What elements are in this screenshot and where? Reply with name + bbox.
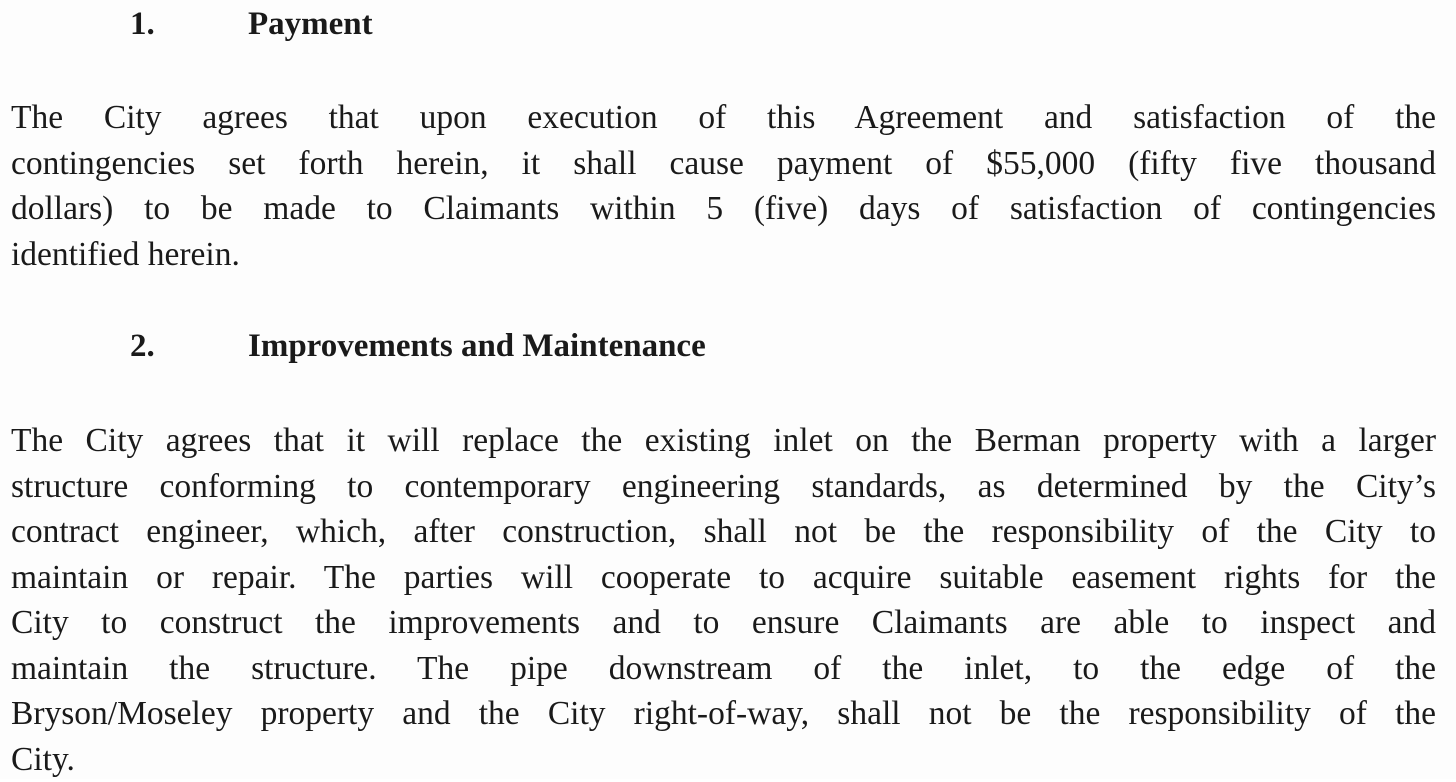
section-paragraph-payment [11,95,1436,277]
paragraph-line: maintain the structure. The pipe downstream of the inlet, to the edge of the [11,646,1436,692]
paragraph-line: Bryson/Moseley property and the City right-of-way, shall not be the responsibility of the [11,691,1436,737]
section-heading-payment [130,4,730,44]
section-number: 1. [130,4,155,44]
paragraph-line: The City agrees that it will replace the existing inlet on the Berman property with a larger [11,418,1436,464]
paragraph-line: identified herein. [11,232,1436,278]
section-title: Payment [248,4,373,44]
paragraph-line: maintain or repair. The parties will cooperate to acquire suitable easement rights for the [11,555,1436,601]
paragraph-line: structure conforming to contemporary engineering standards, as determined by the City’s [11,464,1436,510]
section-paragraph-improvements [11,418,1436,782]
paragraph-line: City to construct the improvements and to ensure Claimants are able to inspect and [11,600,1436,646]
paragraph-line: contract engineer, which, after construction, shall not be the responsibility of the City to [11,509,1436,555]
paragraph-line: dollars) to be made to Claimants within 5 (five) days of satisfaction of contingencies [11,186,1436,232]
paragraph-line: The City agrees that upon execution of this Agreement and satisfaction of the [11,95,1436,141]
paragraph-line: contingencies set forth herein, it shall cause payment of $55,000 (fifty five thousand [11,141,1436,187]
section-number: 2. [130,326,155,366]
paragraph-line: City. [11,737,1436,782]
section-heading-improvements [130,326,930,366]
section-title: Improvements and Maintenance [248,326,706,366]
